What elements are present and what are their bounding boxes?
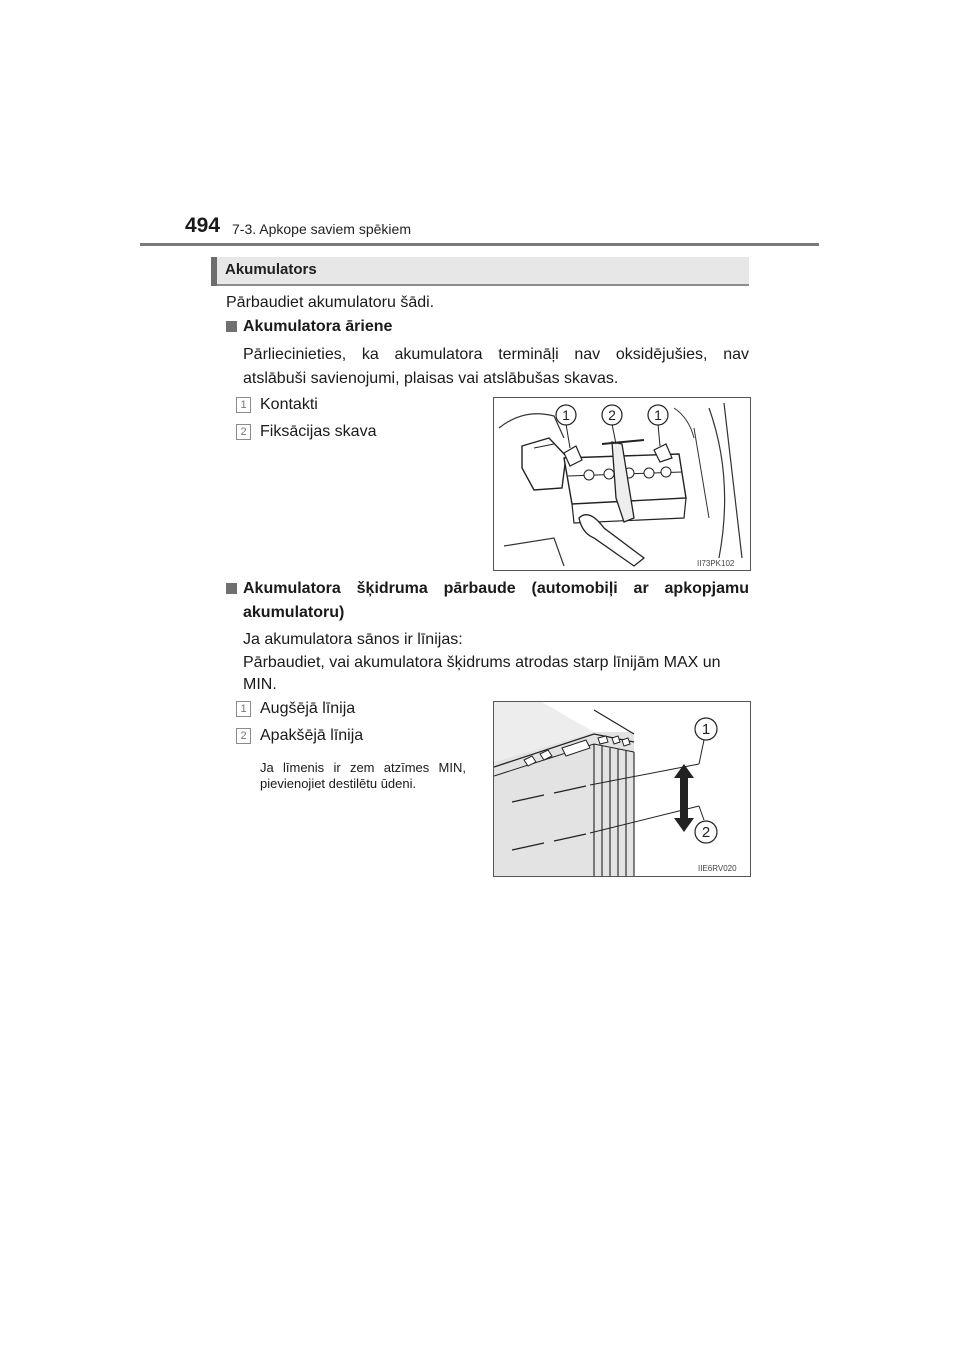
page-number: 494 <box>185 214 221 237</box>
fluid-heading-line1: Akumulatora šķidruma pārbaude (automobiļi ar apkopjamu <box>243 580 749 597</box>
item-number-badge: 1 <box>236 701 251 717</box>
exterior-text-line2: atslābuši savienojumi, plaisas vai atslābušas skavas. <box>243 370 619 387</box>
battery-fluid-level-figure <box>493 701 751 877</box>
section-accent <box>211 257 217 286</box>
exterior-text-line1: Pārliecinieties, ka akumulatora termināļi nav oksidējušies, nav <box>243 346 749 363</box>
item-label-clamp: Fiksācijas skava <box>260 423 377 440</box>
callout-label: 1 <box>654 407 662 423</box>
callout-label: 2 <box>608 407 616 423</box>
callout-label: 1 <box>701 721 711 738</box>
fluid-text-line3: MIN. <box>243 676 277 693</box>
item-label-upper-line: Augšējā līnija <box>260 700 356 717</box>
note-line1: Ja līmenis ir zem atzīmes MIN, <box>260 760 466 775</box>
intro-text: Pārbaudiet akumulatoru šādi. <box>226 294 435 311</box>
item-label-terminals: Kontakti <box>260 396 318 413</box>
item-number-badge: 2 <box>236 424 251 440</box>
item-number-badge: 1 <box>236 397 251 413</box>
chapter-title: 7-3. Apkope saviem spēkiem <box>232 221 411 237</box>
battery-fluid-level-illustration <box>494 702 750 876</box>
battery-terminals-illustration <box>494 398 750 570</box>
fluid-text-line2: Pārbaudiet, vai akumulatora šķidrums atrodas starp līnijām MAX un <box>243 654 721 671</box>
note-line2: pievienojiet destilētu ūdeni. <box>260 776 417 791</box>
item-label-lower-line: Apakšējā līnija <box>260 727 364 744</box>
item-number-badge: 2 <box>236 728 251 744</box>
figure-code: II73PK102 <box>697 559 735 568</box>
figure-code: IIE6RV020 <box>698 864 737 873</box>
section-header <box>211 257 749 286</box>
exterior-heading: Akumulatora āriene <box>243 318 393 335</box>
battery-terminals-figure <box>493 397 751 571</box>
callout-label: 2 <box>701 824 711 841</box>
fluid-text-line1: Ja akumulatora sānos ir līnijas: <box>243 631 463 648</box>
section-title: Akumulators <box>225 261 317 278</box>
callout-label: 1 <box>562 407 570 423</box>
fluid-heading-line2: akumulatoru) <box>243 604 345 621</box>
header-divider <box>140 243 819 246</box>
bullet-square-icon <box>226 583 237 594</box>
bullet-square-icon <box>226 321 237 332</box>
